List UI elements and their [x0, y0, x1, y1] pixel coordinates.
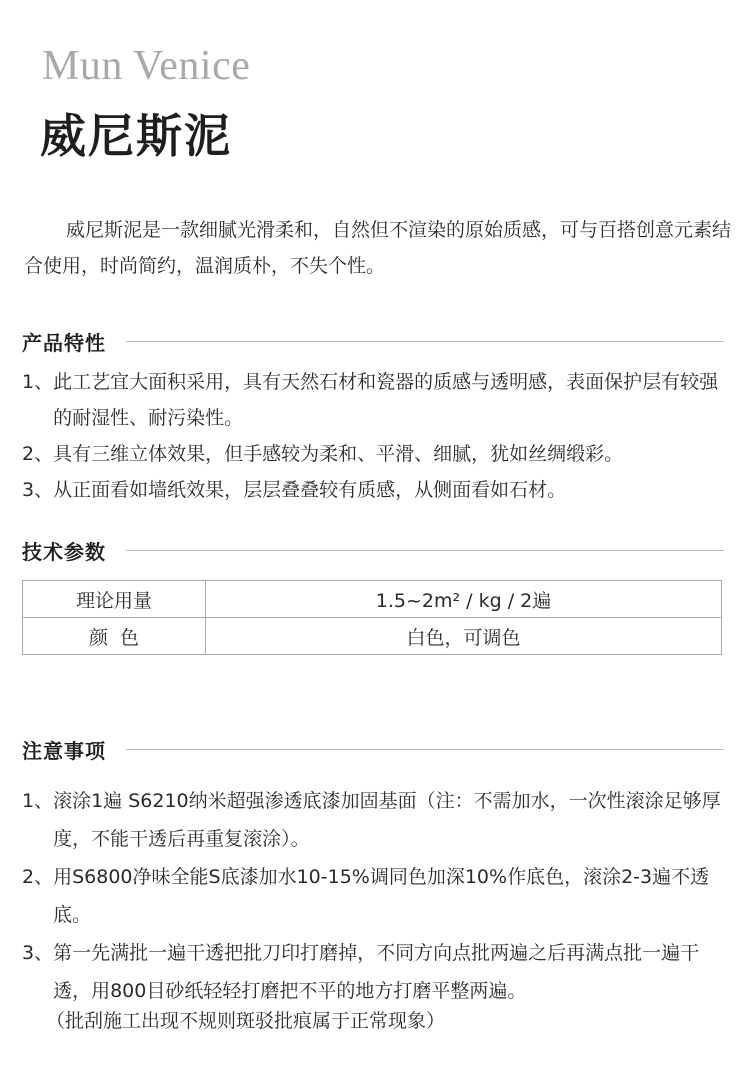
note-remark: （批刮施工出现不规则斑驳批痕属于正常现象） — [46, 1010, 446, 1032]
english-title: Mun Venice — [42, 43, 251, 89]
notes-section-header — [22, 734, 724, 764]
feature-item — [22, 472, 732, 508]
feature-item — [22, 436, 732, 472]
note-item — [22, 934, 732, 1010]
note-text: 滚涂1遍 S6210纳米超强渗透底漆加固基面（注：不需加水，一次性滚涂足够厚度，不能干透后再重复滚涂）。 — [53, 790, 721, 850]
feature-number: 3、 — [22, 479, 54, 501]
features-list — [22, 364, 732, 508]
note-item — [22, 782, 732, 858]
features-section-header — [22, 326, 724, 356]
note-number: 2、 — [22, 866, 54, 888]
param-value: 1.5~2m² / kg / 2遍 — [206, 581, 722, 618]
section-divider — [126, 749, 724, 750]
note-number: 1、 — [22, 790, 54, 812]
notes-list — [22, 782, 732, 1010]
feature-text: 此工艺宜大面积采用，具有天然石材和瓷器的质感与透明感，表面保护层有较强的耐湿性、耐污染性。 — [53, 371, 719, 429]
note-item — [22, 858, 732, 934]
note-text: 第一先满批一遍干透把批刀印打磨掉，不同方向点批两遍之后再满点批一遍干透，用800目砂纸轻轻打磨把不平的地方打磨平整两遍。 — [53, 942, 700, 1002]
features-heading: 产品特性 — [22, 330, 106, 355]
params-table — [22, 580, 722, 655]
feature-item — [22, 364, 732, 436]
product-title: 威尼斯泥 — [40, 109, 232, 163]
table-row — [23, 581, 722, 618]
feature-text: 从正面看如墙纸效果，层层叠叠较有质感，从侧面看如石材。 — [53, 479, 567, 501]
notes-heading: 注意事项 — [22, 738, 106, 763]
param-key: 颜 色 — [23, 618, 206, 655]
feature-number: 2、 — [22, 443, 54, 465]
param-value: 白色，可调色 — [206, 618, 722, 655]
param-key: 理论用量 — [23, 581, 206, 618]
table-row — [23, 618, 722, 655]
feature-number: 1、 — [22, 371, 54, 393]
section-divider — [126, 550, 724, 551]
feature-text: 具有三维立体效果，但手感较为柔和、平滑、细腻，犹如丝绸缎彩。 — [53, 443, 624, 465]
section-divider — [126, 341, 724, 342]
params-section-header — [22, 535, 724, 565]
note-number: 3、 — [22, 942, 54, 964]
params-heading: 技术参数 — [22, 539, 106, 564]
intro-paragraph: 威尼斯泥是一款细腻光滑柔和，自然但不渲染的原始质感，可与百搭创意元素结合使用，时尚简约，温润质朴，不失个性。 — [24, 219, 732, 277]
note-text: 用S6800净味全能S底漆加水10-15%调同色加深10%作底色，滚涂2-3遍不透底。 — [53, 866, 710, 926]
